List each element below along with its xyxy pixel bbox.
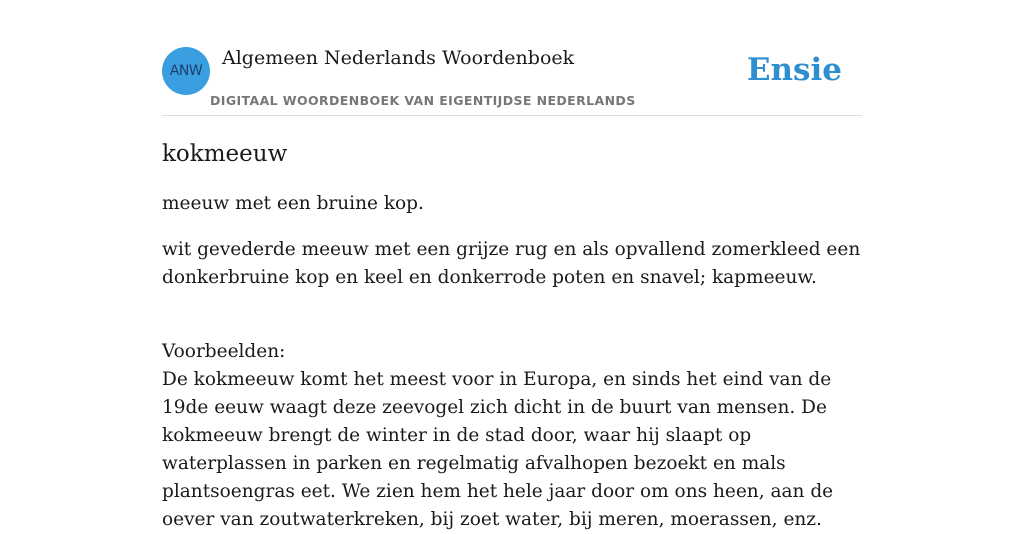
site-title[interactable]: Algemeen Nederlands Woordenboek — [222, 47, 575, 69]
header-divider — [162, 115, 862, 116]
headword: kokmeeuw — [162, 141, 288, 167]
spacer — [162, 310, 862, 338]
site-subtitle: DIGITAAL WOORDENBOEK VAN EIGENTIJDSE NEDERLANDS — [210, 93, 636, 108]
long-definition: wit gevederde meeuw met een grijze rug en als opvallend zomerkleed een donkerbruine kop en keel en donkerrode poten en snavel; kapmeeuw. — [162, 239, 861, 288]
ensie-brand-link[interactable]: Ensie — [746, 52, 842, 88]
short-definition: meeuw met een bruine kop. — [162, 193, 424, 214]
anw-logo[interactable] — [162, 47, 210, 95]
entry-content — [162, 138, 862, 534]
examples-label: Voorbeelden: — [162, 341, 286, 362]
example-text: De kokmeeuw komt het meest voor in Europa, en sinds het eind van de 19de eeuw waagt deze zeevogel zich dicht in de buurt van mensen. De kokmeeuw brengt de winter in de stad door, waar hij slaapt op waterplassen in parken en regelmatig afvalhopen bezoekt en mals plantsoengras eet. We zien hem het hele jaar door om ons heen, aan de oever van zoutwaterkreken, bij zoet water, bij meren, moerassen, enz. — [162, 369, 834, 530]
logo-text: ANW — [169, 63, 203, 79]
